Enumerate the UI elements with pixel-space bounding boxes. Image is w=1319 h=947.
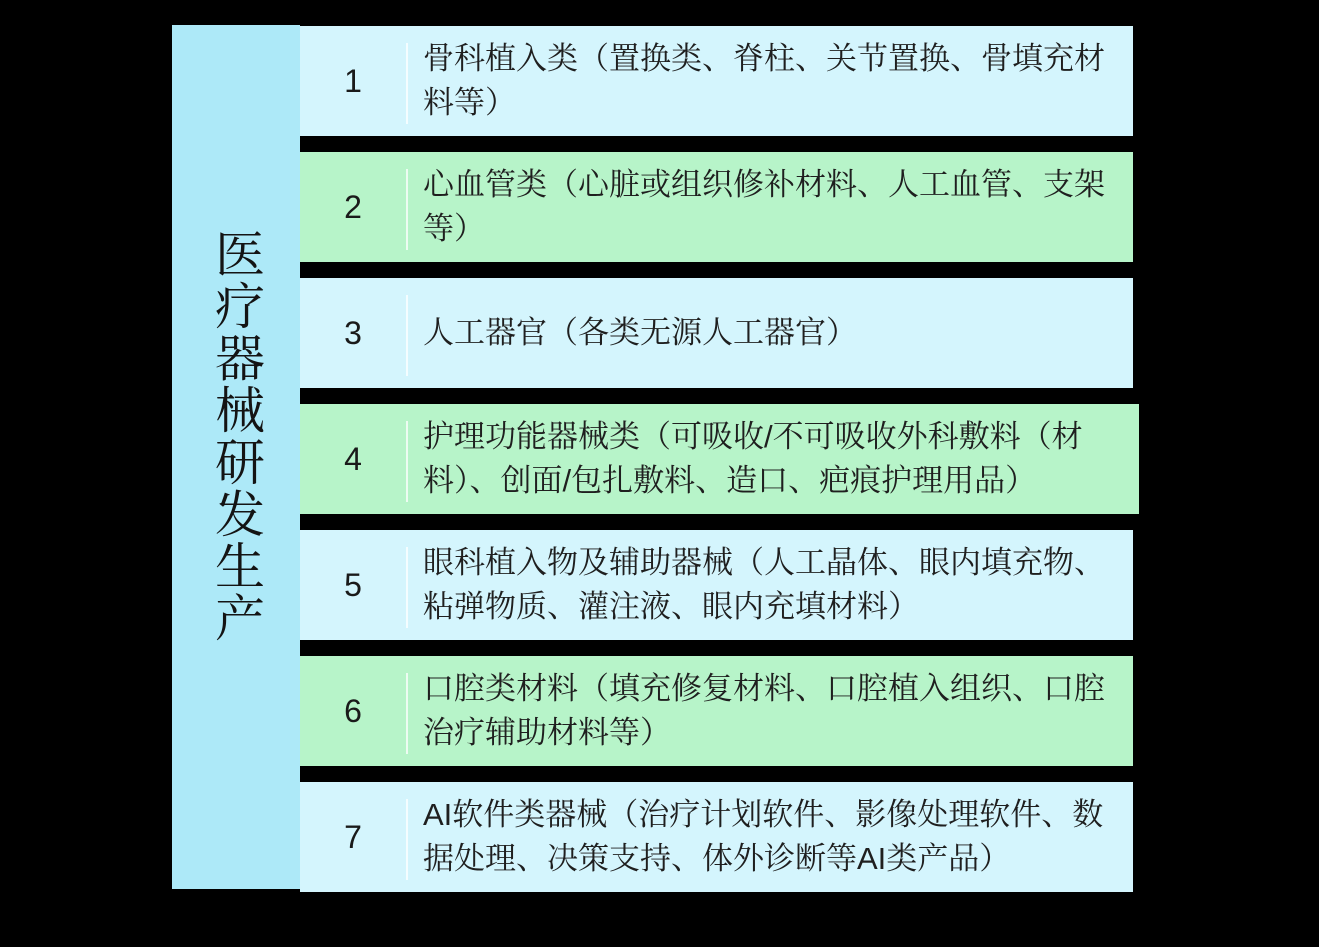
row-divider: [406, 547, 408, 628]
row-number: 5: [344, 566, 362, 603]
sidebar-title: 医疗器械研发生产: [208, 228, 264, 644]
row-label: AI软件类器械（治疗计划软件、影像处理软件、数据处理、决策支持、体外诊断等AI类产品）: [423, 797, 1104, 876]
row-divider: [406, 673, 408, 754]
category-list: [300, 26, 1133, 892]
category-row-6: [300, 656, 1133, 766]
row-divider: [406, 43, 408, 124]
row-number: 1: [344, 62, 362, 99]
category-row-1: [300, 26, 1133, 136]
row-number: 2: [344, 188, 362, 225]
row-label: 骨科植入类（置换类、脊柱、关节置换、骨填充材料等）: [423, 41, 1105, 120]
category-row-2: [300, 152, 1133, 262]
row-divider: [406, 799, 408, 880]
row-label: 心血管类（心脏或组织修补材料、人工血管、支架等）: [423, 167, 1105, 246]
row-divider: [406, 421, 408, 502]
row-number: 6: [344, 692, 362, 729]
row-number: 4: [344, 440, 362, 477]
category-row-7: [300, 782, 1133, 892]
category-row-4: [300, 404, 1139, 514]
row-label: 护理功能器械类（可吸收/不可吸收外科敷料（材料）、创面/包扎敷料、造口、疤痕护理用品）: [423, 419, 1083, 498]
row-label: 口腔类材料（填充修复材料、口腔植入组织、口腔治疗辅助材料等）: [423, 671, 1105, 750]
row-label: 人工器官（各类无源人工器官）: [423, 315, 857, 350]
row-number: 3: [344, 314, 362, 351]
sidebar: [172, 25, 300, 889]
category-row-3: [300, 278, 1133, 388]
category-row-5: [300, 530, 1133, 640]
row-divider: [406, 295, 408, 376]
row-label: 眼科植入物及辅助器械（人工晶体、眼内填充物、粘弹物质、灌注液、眼内充填材料）: [423, 545, 1105, 624]
row-number: 7: [344, 818, 362, 855]
row-divider: [406, 169, 408, 250]
